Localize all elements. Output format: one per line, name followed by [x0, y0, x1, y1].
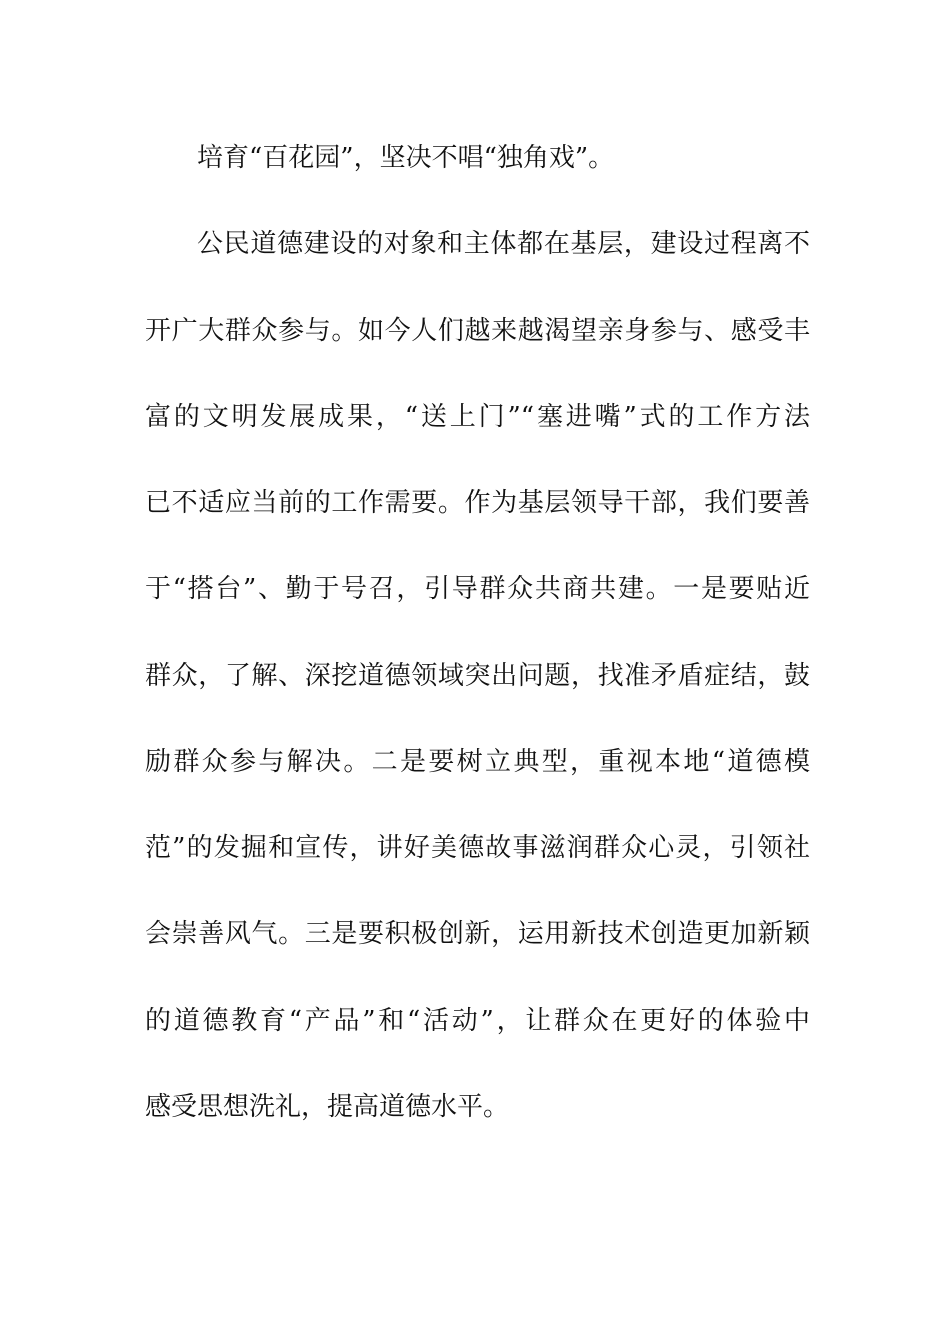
paragraph-2-line-8: 范”的发掘和宣传，讲好美德故事滋润群众心灵，引领社: [145, 833, 810, 863]
paragraph-2-line-9: 会崇善风气。三是要积极创新，运用新技术创造更加新颖: [145, 919, 810, 949]
paragraph-2-line-2: 开广大群众参与。如今人们越来越渴望亲身参与、感受丰: [145, 316, 810, 346]
paragraph-2-line-10: 的道德教育“产品”和“活动”，让群众在更好的体验中: [145, 1006, 810, 1036]
paragraph-2-line-11: 感受思想洗礼，提高道德水平。: [145, 1092, 510, 1122]
paragraph-2-line-3: 富的文明发展成果，“送上门”“塞进嘴”式的工作方法: [145, 402, 810, 432]
paragraph-2-line-5: 于“搭台”、勤于号召，引导群众共商共建。一是要贴近: [145, 574, 810, 604]
paragraph-2-line-1: 公民道德建设的对象和主体都在基层，建设过程离不: [197, 229, 810, 259]
paragraph-2-line-4: 已不适应当前的工作需要。作为基层领导干部，我们要善: [145, 488, 810, 518]
paragraph-2-line-6: 群众，了解、深挖道德领域突出问题，找准矛盾症结，鼓: [145, 661, 810, 691]
paragraph-1-line-1: 培育“百花园”，坚决不唱“独角戏”。: [197, 143, 615, 173]
paragraph-2-line-7: 励群众参与解决。二是要树立典型，重视本地“道德模: [145, 747, 810, 777]
